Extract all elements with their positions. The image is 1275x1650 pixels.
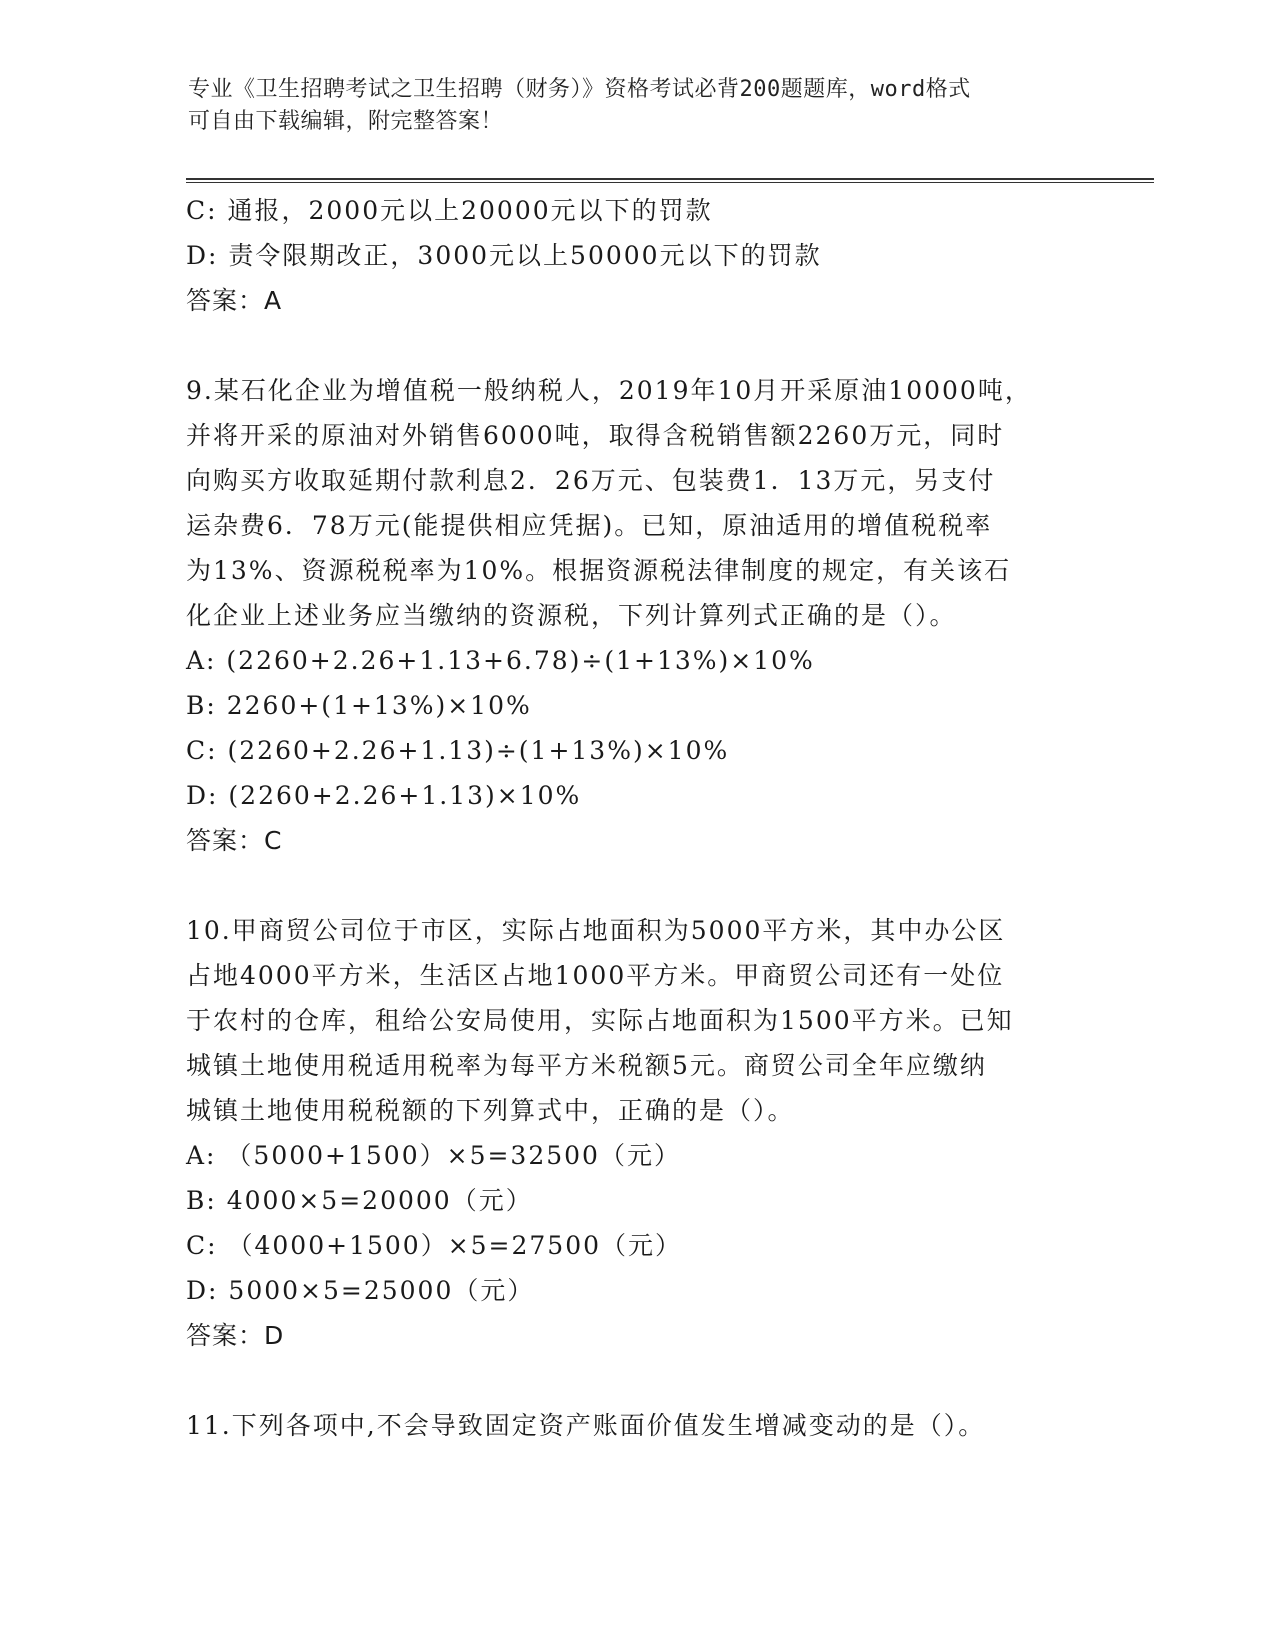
document-header xyxy=(188,74,1068,138)
question-10-option-d: D: 5000×5=25000（元） xyxy=(186,1276,535,1305)
question-9-text-line: 并将开采的原油对外销售6000吨，取得含税销售额2260万元，同时 xyxy=(186,421,1005,450)
header-divider xyxy=(186,178,1154,183)
question-9-option-c: C: (2260+2.26+1.13)÷(1+13%)×10% xyxy=(186,736,730,765)
question-9 xyxy=(186,368,1086,863)
prev-option-c: C: 通报，2000元以上20000元以下的罚款 xyxy=(186,196,713,225)
question-10-text-line: 10.甲商贸公司位于市区，实际占地面积为5000平方米，其中办公区 xyxy=(186,916,1006,945)
question-9-text-line: 为13%、资源税税率为10%。根据资源税法律制度的规定，有关该石 xyxy=(186,556,1012,585)
question-9-text-line: 9.某石化企业为增值税一般纳税人，2019年10月开采原油10000吨， xyxy=(186,376,1032,405)
question-10-option-a: A: （5000+1500）×5=32500（元） xyxy=(186,1141,681,1170)
question-9-text-line: 化企业上述业务应当缴纳的资源税，下列计算列式正确的是（）。 xyxy=(186,601,957,630)
question-11 xyxy=(186,1403,1086,1448)
question-10-answer: 答案：D xyxy=(186,1321,285,1350)
spacer xyxy=(186,863,1086,908)
question-10-option-b: B: 4000×5=20000（元） xyxy=(186,1186,533,1215)
question-9-option-b: B: 2260+(1+13%)×10% xyxy=(186,691,532,720)
question-9-option-a: A: (2260+2.26+1.13+6.78)÷(1+13%)×10% xyxy=(186,646,815,675)
prev-answer: 答案：A xyxy=(186,286,283,315)
header-line-2: 可自由下载编辑，附完整答案！ xyxy=(188,109,504,134)
spacer xyxy=(186,1358,1086,1403)
question-10-option-c: C: （4000+1500）×5=27500（元） xyxy=(186,1231,683,1260)
question-11-text-line: 11.下列各项中,不会导致固定资产账面价值发生增减变动的是（）。 xyxy=(186,1411,986,1440)
question-9-answer: 答案：C xyxy=(186,826,283,855)
spacer xyxy=(186,323,1086,368)
question-9-option-d: D: (2260+2.26+1.13)×10% xyxy=(186,781,582,810)
prev-option-d: D: 责令限期改正，3000元以上50000元以下的罚款 xyxy=(186,241,822,270)
document-body xyxy=(186,188,1086,1448)
question-10-text-line: 城镇土地使用税税额的下列算式中，正确的是（）。 xyxy=(186,1096,795,1125)
question-10-text-line: 于农村的仓库，租给公安局使用，实际占地面积为1500平方米。已知 xyxy=(186,1006,1014,1035)
header-line-1: 专业《卫生招聘考试之卫生招聘（财务）》资格考试必背200题题库，word格式 xyxy=(188,77,971,102)
question-9-text-line: 运杂费6．78万元(能提供相应凭据)。已知，原油适用的增值税税率 xyxy=(186,511,993,540)
question-10 xyxy=(186,908,1086,1358)
question-10-text-line: 占地4000平方米，生活区占地1000平方米。甲商贸公司还有一处位 xyxy=(186,961,1005,990)
question-10-text-line: 城镇土地使用税适用税率为每平方米税额5元。商贸公司全年应缴纳 xyxy=(186,1051,987,1080)
question-9-text-line: 向购买方收取延期付款利息2．26万元、包装费1．13万元，另支付 xyxy=(186,466,996,495)
